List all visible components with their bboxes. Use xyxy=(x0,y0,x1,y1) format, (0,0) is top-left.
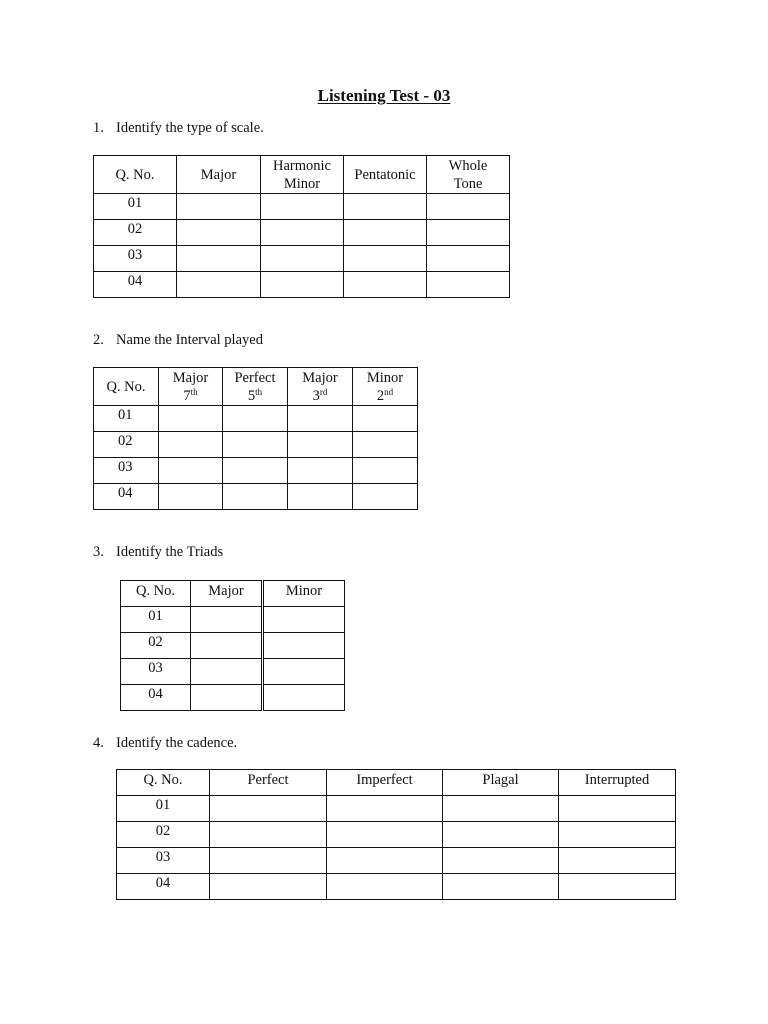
answer-cell[interactable] xyxy=(191,607,263,633)
answer-cell[interactable] xyxy=(261,246,344,272)
answer-cell[interactable] xyxy=(223,484,288,510)
table-row xyxy=(121,685,345,711)
row-number: 04 xyxy=(94,484,159,510)
answer-cell[interactable] xyxy=(177,194,261,220)
row-number: 02 xyxy=(94,220,177,246)
table-header-row xyxy=(117,770,676,796)
answer-cell[interactable] xyxy=(443,822,559,848)
header-ordinal-suffix: rd xyxy=(319,387,328,397)
table-row xyxy=(94,458,418,484)
header-perfect-5th xyxy=(223,368,288,406)
table-row xyxy=(121,607,345,633)
table-row xyxy=(117,796,676,822)
answer-cell[interactable] xyxy=(327,796,443,822)
table-row xyxy=(117,822,676,848)
question-prompt: Identify the Triads xyxy=(116,544,224,560)
answer-cell[interactable] xyxy=(427,272,510,298)
row-number: 04 xyxy=(94,272,177,298)
row-number: 04 xyxy=(117,874,210,900)
header-q-no: Q. No. xyxy=(117,770,210,796)
header-whole-tone-label: Whole Tone xyxy=(448,157,488,192)
question-3 xyxy=(93,544,223,561)
answer-cell[interactable] xyxy=(261,272,344,298)
row-number: 03 xyxy=(121,659,191,685)
header-ordinal: 7 xyxy=(183,388,191,404)
triad-answer-table xyxy=(120,580,345,711)
answer-cell[interactable] xyxy=(327,822,443,848)
header-interrupted: Interrupted xyxy=(559,770,676,796)
answer-cell[interactable] xyxy=(261,194,344,220)
table-row xyxy=(121,633,345,659)
table-row xyxy=(94,246,510,272)
scale-answer-table xyxy=(93,155,510,298)
interval-answer-table xyxy=(93,367,418,510)
header-label: Major xyxy=(172,370,209,386)
answer-cell[interactable] xyxy=(288,458,353,484)
answer-cell[interactable] xyxy=(559,796,676,822)
table-row xyxy=(94,406,418,432)
answer-cell[interactable] xyxy=(223,458,288,484)
header-ordinal-suffix: nd xyxy=(384,387,394,397)
question-1 xyxy=(93,120,264,137)
header-minor: Minor xyxy=(263,581,345,607)
header-plagal: Plagal xyxy=(443,770,559,796)
table-row xyxy=(94,194,510,220)
answer-cell[interactable] xyxy=(263,633,345,659)
table-row xyxy=(94,272,510,298)
header-label: Major xyxy=(302,370,338,386)
answer-cell[interactable] xyxy=(263,659,345,685)
question-prompt: Identify the cadence. xyxy=(116,735,238,751)
row-number: 03 xyxy=(94,458,159,484)
header-whole-tone xyxy=(427,156,510,194)
header-q-no: Q. No. xyxy=(94,368,159,406)
header-harmonic-minor-label: Harmonic Minor xyxy=(273,157,331,192)
question-prompt: Identify the type of scale. xyxy=(116,120,264,136)
header-ordinal: 3 xyxy=(312,388,320,404)
header-major: Major xyxy=(191,581,263,607)
answer-cell[interactable] xyxy=(559,874,676,900)
answer-cell[interactable] xyxy=(353,406,418,432)
header-ordinal: 5 xyxy=(247,388,256,404)
header-label: Minor xyxy=(366,370,404,386)
row-number: 01 xyxy=(117,796,210,822)
table-row xyxy=(117,848,676,874)
row-number: 04 xyxy=(121,685,191,711)
answer-cell[interactable] xyxy=(559,848,676,874)
table-row xyxy=(94,484,418,510)
header-q-no: Q. No. xyxy=(121,581,191,607)
answer-cell[interactable] xyxy=(177,220,261,246)
answer-cell[interactable] xyxy=(261,220,344,246)
answer-cell[interactable] xyxy=(353,458,418,484)
document-title: Listening Test - 03 xyxy=(317,86,451,105)
row-number: 01 xyxy=(121,607,191,633)
answer-cell[interactable] xyxy=(191,685,263,711)
header-major-7th xyxy=(159,368,223,406)
answer-cell[interactable] xyxy=(263,685,345,711)
answer-cell[interactable] xyxy=(288,406,353,432)
table-row xyxy=(117,874,676,900)
answer-cell[interactable] xyxy=(344,194,427,220)
row-number: 01 xyxy=(94,194,177,220)
answer-cell[interactable] xyxy=(327,874,443,900)
question-number: 4. xyxy=(93,735,104,751)
row-number: 02 xyxy=(94,432,159,458)
header-pentatonic: Pentatonic xyxy=(344,156,427,194)
answer-cell[interactable] xyxy=(210,848,327,874)
question-number: 3. xyxy=(93,544,104,560)
header-perfect: Perfect xyxy=(210,770,327,796)
header-imperfect: Imperfect xyxy=(327,770,443,796)
answer-cell[interactable] xyxy=(344,220,427,246)
answer-cell[interactable] xyxy=(288,432,353,458)
answer-cell[interactable] xyxy=(223,406,288,432)
question-4 xyxy=(93,735,237,752)
answer-cell[interactable] xyxy=(327,848,443,874)
answer-cell[interactable] xyxy=(344,246,427,272)
answer-cell[interactable] xyxy=(288,484,353,510)
row-number: 01 xyxy=(94,406,159,432)
answer-cell[interactable] xyxy=(210,874,327,900)
answer-cell[interactable] xyxy=(353,432,418,458)
answer-cell[interactable] xyxy=(159,484,223,510)
row-number: 03 xyxy=(117,848,210,874)
question-number: 1. xyxy=(93,120,104,136)
answer-cell[interactable] xyxy=(263,607,345,633)
answer-cell[interactable] xyxy=(223,432,288,458)
answer-cell[interactable] xyxy=(559,822,676,848)
table-header-row xyxy=(94,368,418,406)
answer-cell[interactable] xyxy=(191,633,263,659)
question-number: 2. xyxy=(93,332,104,348)
header-ordinal: 2 xyxy=(376,388,385,404)
answer-cell[interactable] xyxy=(344,272,427,298)
header-ordinal-suffix: th xyxy=(255,387,263,397)
question-prompt: Name the Interval played xyxy=(116,332,263,348)
answer-cell[interactable] xyxy=(443,796,559,822)
answer-cell[interactable] xyxy=(427,246,510,272)
header-harmonic-minor xyxy=(261,156,344,194)
answer-cell[interactable] xyxy=(159,432,223,458)
header-minor-2nd xyxy=(353,368,418,406)
cadence-answer-table xyxy=(116,769,676,900)
answer-cell[interactable] xyxy=(210,796,327,822)
answer-cell[interactable] xyxy=(427,220,510,246)
answer-cell[interactable] xyxy=(159,458,223,484)
table-header-row xyxy=(121,581,345,607)
row-number: 02 xyxy=(117,822,210,848)
answer-cell[interactable] xyxy=(210,822,327,848)
header-q-no: Q. No. xyxy=(94,156,177,194)
header-label: Perfect xyxy=(234,370,276,386)
row-number: 03 xyxy=(94,246,177,272)
answer-cell[interactable] xyxy=(159,406,223,432)
answer-cell[interactable] xyxy=(443,874,559,900)
table-row xyxy=(121,659,345,685)
question-2 xyxy=(93,332,263,349)
answer-cell[interactable] xyxy=(177,246,261,272)
table-row xyxy=(94,432,418,458)
answer-cell[interactable] xyxy=(427,194,510,220)
table-header-row xyxy=(94,156,510,194)
answer-cell[interactable] xyxy=(177,272,261,298)
answer-cell[interactable] xyxy=(353,484,418,510)
answer-cell[interactable] xyxy=(191,659,263,685)
row-number: 02 xyxy=(121,633,191,659)
table-row xyxy=(94,220,510,246)
header-ordinal-suffix: th xyxy=(190,387,198,397)
header-major: Major xyxy=(177,156,261,194)
header-major-3rd xyxy=(288,368,353,406)
answer-cell[interactable] xyxy=(443,848,559,874)
